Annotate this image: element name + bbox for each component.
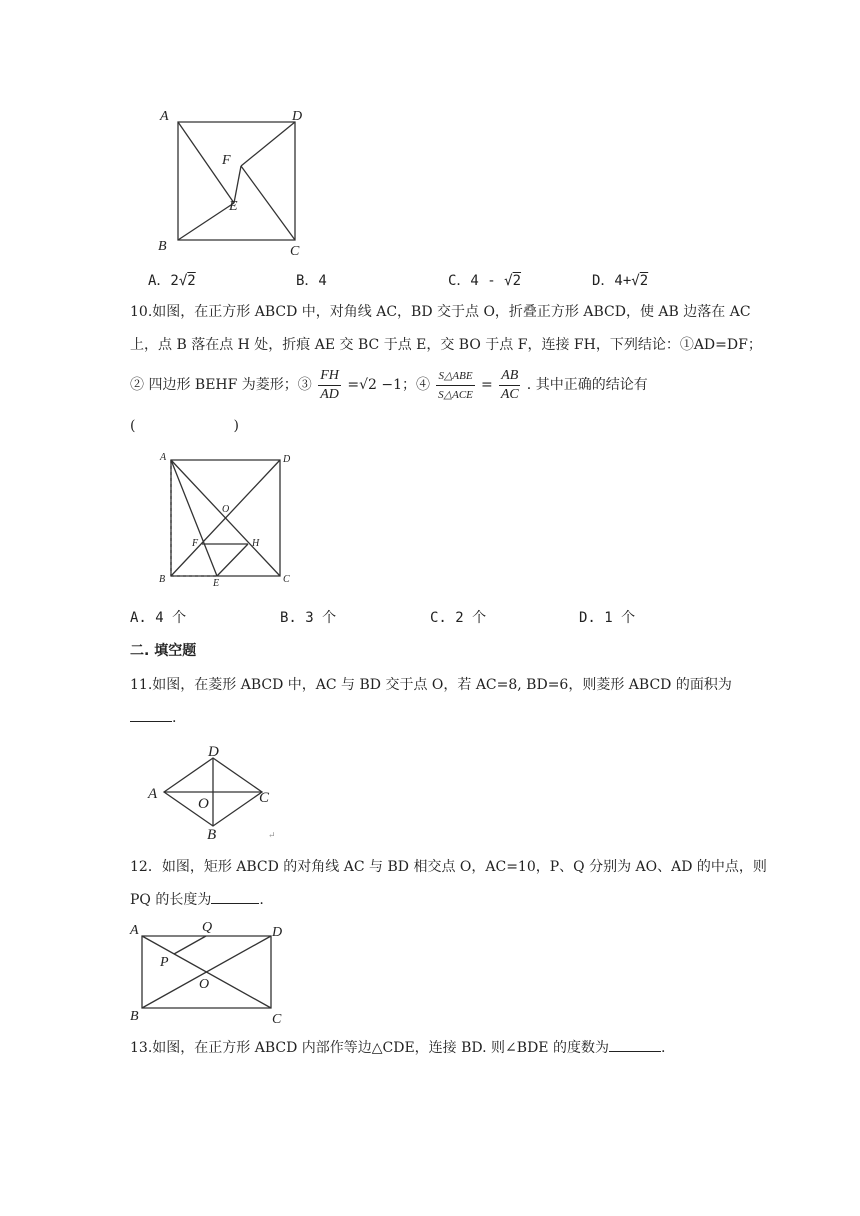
- label-h: H: [252, 538, 260, 549]
- label-e: E: [229, 199, 238, 214]
- figure-q11-rhombus: [146, 742, 286, 842]
- q9-option-c: C．4 - √2: [448, 273, 522, 289]
- label-a: A: [160, 452, 167, 463]
- label-o: O: [198, 796, 209, 812]
- square-abcd: [178, 122, 295, 240]
- answer-blank[interactable]: [130, 707, 172, 722]
- label-c: C: [290, 244, 300, 259]
- label-f: F: [192, 538, 199, 549]
- label-f: F: [222, 153, 231, 168]
- label-o: O: [199, 977, 210, 992]
- label-e: E: [213, 578, 220, 589]
- return-mark: ↵: [268, 831, 276, 841]
- q11-line-1: 11.如图，在菱形 ABCD 中，AC 与 BD 交于点 O，若 AC=8, BD=6，则菱形 ABCD 的面积为: [130, 677, 732, 693]
- label-b: B: [158, 239, 167, 254]
- fraction-fh-ad: $\frac{FH}{AD}$: [320, 367, 339, 402]
- fraction-ab-ac: $\frac{AB}{AC}$: [500, 367, 519, 402]
- q10-line-2: 上，点 B 落在点 H 处，折痕 AE 交 BC 于点 E，交 BO 于点 F，连接 FH，下列结论：①AD=DF；: [130, 337, 762, 353]
- label-d: D: [292, 109, 303, 124]
- label-a: A: [148, 786, 158, 802]
- q10-option-a: A. 4 个: [130, 610, 187, 626]
- q9-option-a: A．2√2: [148, 273, 196, 289]
- figure-q12-rectangle: [126, 916, 296, 1028]
- q10-option-c: C. 2 个: [430, 610, 487, 626]
- label-c: C: [272, 1012, 282, 1027]
- segment-be: [178, 203, 234, 240]
- q9-option-d: D．4+√2: [592, 273, 649, 289]
- q13-line-1: 13.如图，在正方形 ABCD 内部作等边△CDE，连接 BD. 则∠BDE 的度数为 .: [130, 1037, 665, 1058]
- q12-line-2: PQ 的长度为 .: [130, 889, 264, 910]
- q10-option-b: B. 3 个: [280, 610, 337, 626]
- label-b: B: [130, 1009, 139, 1024]
- label-b: B: [207, 827, 217, 842]
- q11-line-2: .: [130, 707, 176, 728]
- label-d: D: [283, 454, 291, 465]
- fold-ae: [171, 460, 217, 576]
- q9-option-b: B．4: [296, 273, 327, 289]
- label-a: A: [160, 109, 169, 124]
- label-o: O: [222, 504, 230, 515]
- q10-line-1: 10.如图，在正方形 ABCD 中，对角线 AC，BD 交于点 O，折叠正方形 ABCD，使 AB 边落在 AC: [130, 304, 751, 320]
- label-c: C: [283, 574, 290, 585]
- answer-blank[interactable]: [609, 1037, 661, 1052]
- section-heading-fill-in: 二. 填空题: [130, 643, 197, 659]
- q10-answer-paren: ( ): [130, 418, 239, 434]
- segment-fd: [241, 122, 295, 166]
- label-b: B: [159, 574, 166, 585]
- segment-ef: [234, 166, 241, 203]
- segment-eh: [217, 544, 248, 576]
- label-p: P: [160, 955, 169, 970]
- label-q: Q: [202, 920, 213, 935]
- label-d: D: [272, 925, 283, 940]
- q10-option-d: D. 1 个: [579, 610, 636, 626]
- figure-q10-square: [150, 450, 310, 590]
- fraction-area-ratio: $\frac{\text{S△ABE}}{\text{S△ACE}}$: [436, 367, 474, 404]
- answer-blank[interactable]: [211, 889, 259, 904]
- q10-line-3: ② 四边形 BEHF 为菱形；③ $\frac{FH}{AD}$ =√2 −1；④ $\frac{\text{S△ABE}}{\text{S△ACE}}$ = $\frac{AB}{AC}$ . 其中正确的结论有: [130, 367, 648, 402]
- figure-q9-square: [150, 100, 320, 265]
- label-a: A: [130, 923, 139, 938]
- segment-fc: [241, 166, 295, 240]
- segment-pq: [174, 936, 206, 954]
- label-c: C: [259, 790, 270, 806]
- q12-line-1: 12．如图，矩形 ABCD 的对角线 AC 与 BD 相交点 O，AC=10，P、Q 分别为 AO、AD 的中点，则: [130, 859, 767, 875]
- label-d: D: [208, 744, 219, 760]
